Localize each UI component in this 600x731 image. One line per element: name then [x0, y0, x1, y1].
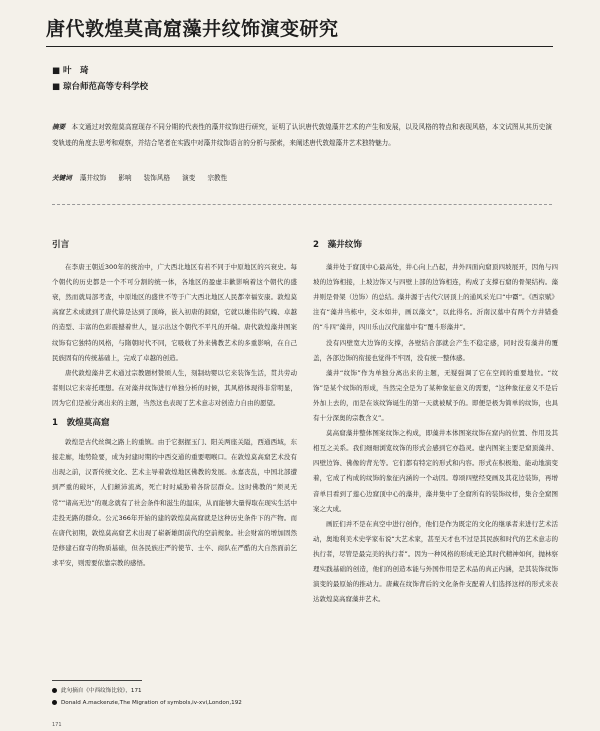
keyword: 影响	[118, 174, 132, 182]
footnote	[52, 697, 302, 709]
keyword: 藻井纹饰	[79, 174, 107, 182]
title-rule	[46, 46, 553, 47]
keywords	[52, 171, 552, 185]
author-affiliation: ■ 琼台师范高等专科学校	[52, 82, 148, 92]
keyword: 宗教性	[207, 174, 228, 182]
footnote-text: Donald A.mackenzie,The Migration of symbols,iv-xvi,London,192	[61, 700, 242, 706]
section2-paragraph: 没有四壁宽大边饰的支撑，各壁结合部就会产生不稳定感，同时没有藻井的覆盖，各部边饰的衔接也觉得不牢固，没有统一整体感。	[313, 338, 558, 362]
abstract	[52, 120, 552, 151]
keyword: 装饰风格	[143, 174, 171, 182]
right-column	[313, 238, 558, 607]
page-number: 171	[52, 722, 62, 728]
section2-paragraph: 藻井处于窟顶中心最高处，井心向上凸起，井外四面向窟顶四坡展开，因角与四坡的边饰相接，上坡边饰又与四壁上部的边饰相连，构成了支撑石窟的骨架结构。藻井则是骨架（边饰）的总结。藻井源于古代穴居顶上的通风采光口“中霤”。《西京赋》注有“藻井当栋中，交木如井，画以藻文”，以此得名。沂南汉墓中有两个方井错叠的“斗四”藻井，四川乐山汉代崖墓中有“覆斗形藻井”。	[313, 263, 558, 332]
left-column	[52, 238, 297, 571]
abstract-text: 本文通过对敦煌莫高窟现存不同分期的代表性的藻井纹饰进行研究，证明了认识唐代敦煌藻井艺术的产生和发展，以及风格的特点和表现风格，本文试图从其历史演变轨迹的角度去思考和观察，并结合笔者在实践中对藻井纹饰语言的分析与探索，来阐述唐代敦煌藻井艺术独特魅力。	[52, 123, 553, 147]
intro-paragraph: 在李唐王朝近300年的统治中，广大西北地区有若不同于中原地区的兴衰史。每个朝代的历史都是一个不可分割的统一体，各地区的盈虚丰歉影响着这个朝代的盛衰，然而就局部考查，中原地区的盛世不等于广大西北地区人民都幸福安康。敦煌莫高窟艺术成就到了唐代算是达到了顶峰，嵌入初唐的洞窟，它就以雄伟的气魄、卓越的造型、丰富的色彩震撼着世人，显示出这个朝代不平凡的开端。唐代敦煌藻井图案纹饰有它独特的风格，与隋朝时代不同，它吸收了外来佛教艺术的多重影响，在自己民族固有的传统基础上，完成了卓越的创造。	[52, 263, 297, 362]
section-divider	[52, 204, 552, 205]
section2-paragraph: 藻井“纹饰”作为单独分离出来的主题，无疑强调了它在空间的重要地位。“纹饰”是某个纹饰的形成，当然完全是为了某种象征意义的需要，“这种象征意义不是后外加上去的，而是在该纹饰诞生的第一天就被赋予的。即便是极为简单的纹饰，也具有十分深奥的宗教含义”。	[313, 368, 558, 423]
article-title: 唐代敦煌莫高窟藻井纹饰演变研究	[46, 18, 339, 40]
section2-heading: 2 藻井纹饰	[313, 240, 362, 250]
keyword: 演变	[182, 174, 196, 182]
author-name: ■ 叶 琦	[52, 66, 89, 76]
section2-paragraph: 莫高窟藻井整体图案纹饰之构成，即藻井本体图案纹饰在窟内的位置、作用及其相互之关系。我们细细浏览纹饰的形式会感到它亦趋灵。虚内图案主要是窟顶藻井、四壁边饰、佛像的背光等。它们都有特定的形式和内容。形式在积极地、能动地演变着，它成了构成的纹饰的象征内涵的一个动因。尊颂四壁经变画及其花边装饰，再增音单目看到了莲心边窟顶中心的藻井，藻井集中了全窟所有的装饰纹样，集合全窟图案之大成。	[313, 429, 558, 513]
keywords-label: 关键词	[52, 174, 72, 182]
footnote	[52, 685, 302, 697]
section1-heading: 1 敦煌莫高窟	[52, 418, 110, 429]
footnotes	[52, 685, 302, 709]
footnote-rule	[52, 680, 142, 681]
abstract-label: 摘要	[52, 123, 66, 131]
section1-paragraph: 敦煌是古代丝绸之路上的重镇。由于它据握玉门、阳关两座关隘，西通西域，东接走廊，地势险要，成为封建时期的中西交通的重要咽喉口。在敦煌莫高窟艺术没有出现之前，汉晋传统文化、艺术主导着敦煌地区佛教的发展。永嘉丧乱，中国北部遭到严重的破坏，人们颠沛流离，死亡时时威胁着各阶层群众。这时佛教的“须灵无常”“诸高无边”的观念就有了社会条件和滋生的温床，从而能够大量得取在现实生活中走投无路的群众。公元366年开始的建的敦煌莫高窟就是这种历史条件下的产物。而在唐代初期，敦煌莫高窟艺术出现了崭新雄朗前代的空前规象。社会财富的增加固然是修建石窟寺的物质基础，但各民族庄严的使节、士卒、商队在严酷的大自然面前乞求平安，则需要依靠宗教的感悟。	[52, 438, 297, 567]
footnote-text: 此句摘自《中西纹饰比较》，171	[61, 688, 142, 694]
section2-paragraph: 画匠们并不是在真空中进行创作，他们是作为既定的文化的继承者来进行艺术活动，奥地利美术史学家布说“大艺术家，甚至天才也不过是其民族和时代的艺术意志的执行者，尽管是最完美的执行者”。因为一种风格的形成无论其时代精神如何，抛林察理实践基础的创造，他们的创造本能与外国作用是艺术品的真正内涵，是其装饰纹饰演变的最原始的推动力。唐藏在纹饰背后的文化条件支配着人们选择这样的形式来表达敦煌莫高窟藻井艺术。	[313, 519, 558, 604]
footnote-marker-icon	[52, 700, 57, 705]
intro-paragraph: 唐代敦煌藻井艺术通过宗教题材赞颂人生，刻制幼婴以它来装饰生活，贯共劳动者则以它来寄托理想。在对藻井纹饰进行单独分析的时候，其风格体现得非常明显，因为它们是被分离出来的主题，当然这也表现了艺术意志对创造力自由的愿望。	[52, 368, 297, 407]
intro-heading: 引言	[52, 240, 70, 250]
footnote-marker-icon	[52, 688, 57, 693]
